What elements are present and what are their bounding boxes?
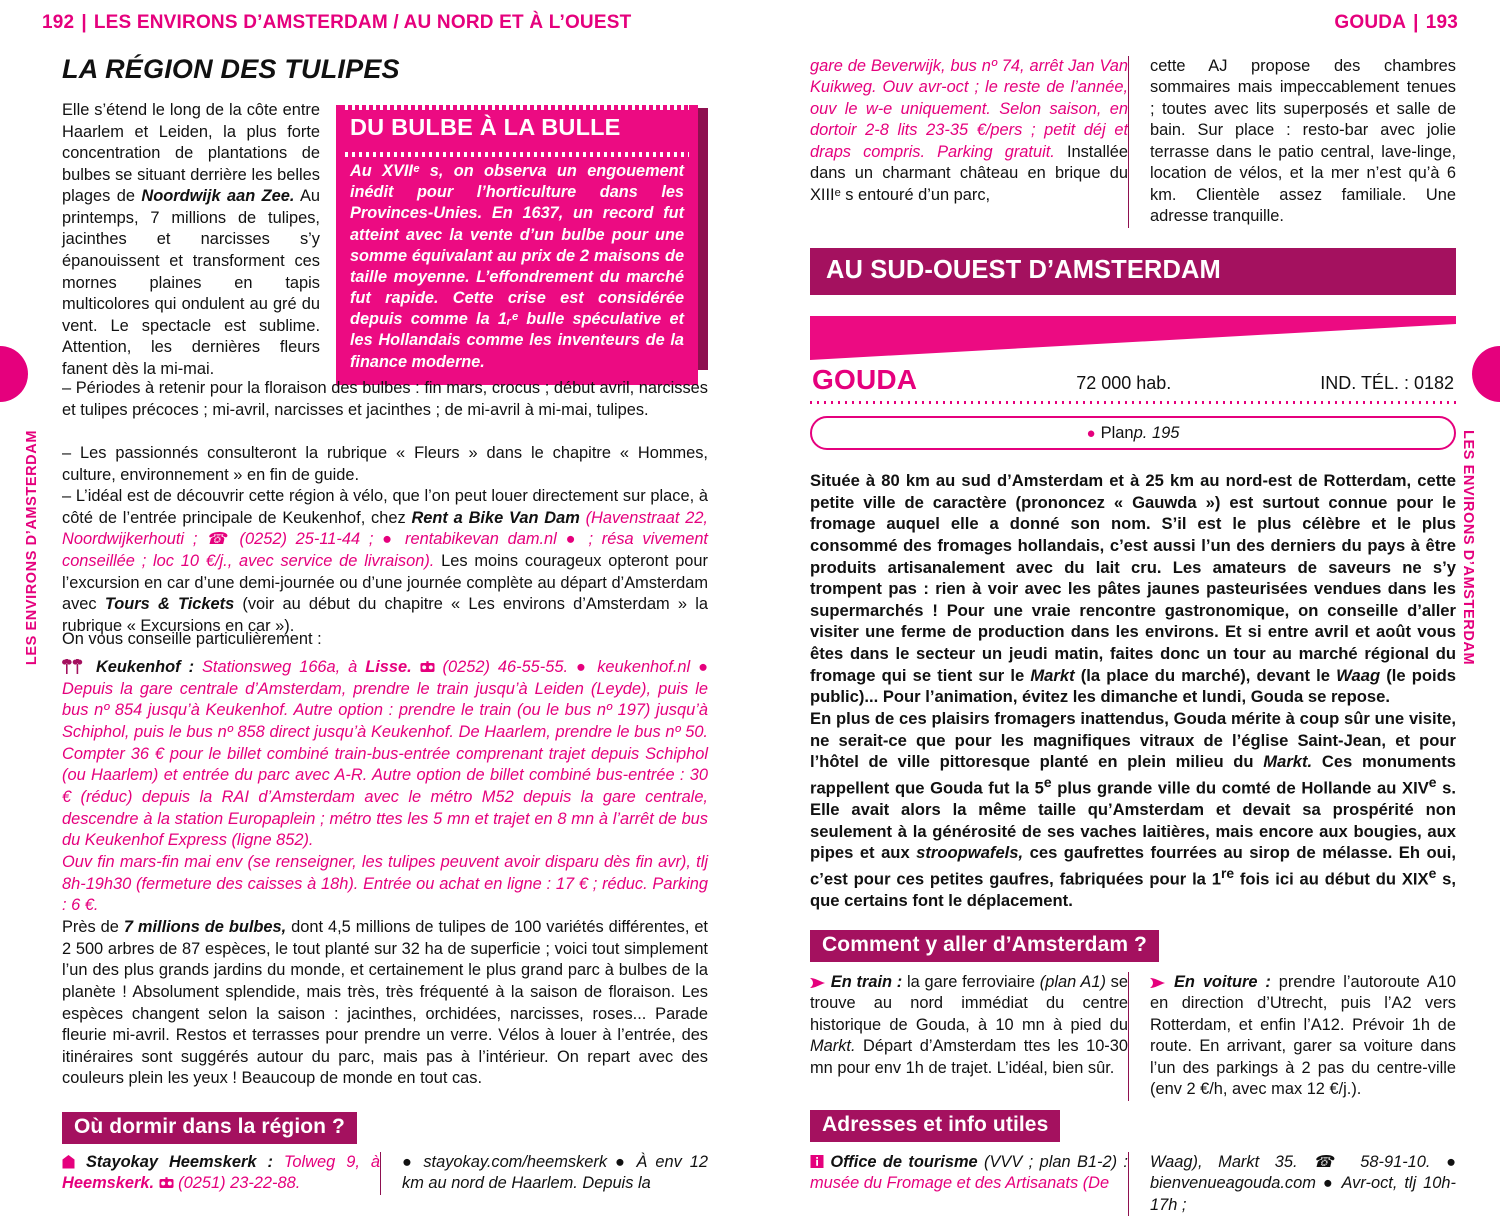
bike-shop-details: (Havenstraat 22, Noordwijkerhouti ; ☎ (0252) 25-11-44 ; ● rentabikevan dam.nl ● ; résa vivement conseillée ; loc 10 €/j., avec service de livraison). [62, 508, 708, 570]
bulb-box [336, 105, 698, 385]
sleep-section [62, 1112, 708, 1144]
stayokay-town: Heemskerk. [62, 1174, 155, 1193]
bulb-box-container [336, 98, 708, 385]
continuation-col-2: cette AJ propose des chambres sommaires mais impeccablement tenues ; toutes avec lits superposés et salle de bain. Sur place : resto-bar avec jolie terrasse dans le patio central, lave-linge, location de vélos, et la mer n’est qu’à 6 km. Clientèle assez familiale. Une adresse tranquille. [1150, 57, 1456, 226]
howto-train: En train : la gare ferroviaire (plan A1) se trouve au nord immédiat du centre historique de Gouda, à 10 mn à pied du Markt. Départ d’Amsterdam ttes les 10-30 mn pour env 1h de trajet. L’idéal, bien sûr. [810, 973, 1128, 1077]
keukenhof-town: Lisse. [365, 658, 412, 676]
phone-icon [159, 1175, 174, 1188]
running-head-left [42, 12, 631, 34]
keukenhof-description [62, 917, 708, 1090]
plan-bullet-icon: ● [1086, 424, 1096, 442]
stayokay-name: Stayokay Heemskerk : [86, 1153, 273, 1171]
running-head-title-left: LES ENVIRONS D’AMSTERDAM / AU NORD ET À L’OUEST [93, 12, 632, 33]
advice-line: On vous conseille particulièrement : [62, 630, 322, 648]
keukenhof-desc-pre: Près de [62, 917, 124, 936]
sleep-heading: Où dormir dans la région ? [62, 1112, 357, 1144]
bullet-bike-rental [62, 486, 708, 638]
bike-lead: – L’idéal est de découvrir cette région à vélo, que l’on peut louer directement sur place, à côté de l’entrée principale de Keukenhof, chez [62, 487, 708, 527]
column-divider [1128, 56, 1138, 228]
bullet-flowers-chapter: – Les passionnés consulteront la rubrique « Fleurs » dans le chapitre « Hommes, culture, environnement » en fin de guide. [62, 444, 708, 484]
bed-icon [62, 1154, 75, 1169]
howto-car-text: prendre l’autoroute A10 en direction d’Utrecht, puis l’A2 vers Rotterdam, et enfin l’A12. Prévoir 1h de route. En arrivant, garer sa voiture dans l’un des parkings à 2 pas du centre-ville (env 2 €/h, avec max 12 €/j.). [1150, 973, 1456, 1099]
tours-tickets-name: Tours & Tickets [104, 595, 235, 614]
city-header [810, 362, 1456, 450]
tourism-office-col-2: Waag), Markt 35. ☎ 58-91-10. ● bienvenueagouda.com ● Avr-oct, tlj 10h-17h ; [1150, 1153, 1456, 1214]
city-dotted-rule [810, 401, 1456, 404]
howto-train-label: En train : [830, 973, 903, 991]
listing-stayokay [62, 1152, 708, 1195]
keukenhof-phone-number: (0252) 46-55-55. [434, 658, 569, 676]
running-head-title-right: GOUDA [1334, 12, 1407, 33]
thumb-tab-right: LES ENVIRONS D’AMSTERDAM [1460, 430, 1476, 666]
thumb-tab-left: LES ENVIRONS D’AMSTERDAM [24, 430, 40, 666]
bullet-periods: – Périodes à retenir pour la floraison des bulbes : fin mars, crocus ; début avril, narcisses et tulipes précoces ; mi-avril, narcisses et jacinthes ; de mi-avril à mi-mai, tulipes. [62, 379, 708, 419]
city-name: GOUDA [812, 364, 918, 395]
howto-heading: Comment y aller d’Amsterdam ? [810, 930, 1159, 962]
keukenhof-phone [412, 658, 568, 676]
thumb-tab-dot-right [1472, 346, 1500, 402]
term-markt-2: Markt. [1263, 752, 1313, 772]
howto-section [810, 930, 1456, 962]
column-divider [1128, 972, 1138, 1101]
term-stroopwafels: stroopwafels, [916, 843, 1024, 863]
intro-paragraph: Elle s’étend le long de la côte entre Haarlem et Leiden, la plus forte concentration de plantations de bulbes se situant derrière les belles plages de Noordwijk aan Zee. Au printemps, 7 millions de tulipes, jacinthes et narcisses s’y épanouissent et transforment ces mornes plaines en tapis multicolores qui ondulent au gré du vent. Le spectacle est sublime. Attention, les dernières fleurs fanent dès la mi-mai. [62, 101, 321, 378]
region-heading: AU SUD-OUEST D’AMSTERDAM [810, 248, 1456, 295]
howto-car-label: En voiture : [1173, 973, 1271, 991]
arrow-icon [1150, 974, 1166, 986]
howto-car [1138, 972, 1456, 1101]
keukenhof-hours: Ouv fin mars-fin mai env (se renseigner, les tulipes peuvent avoir disparu dès fin avr), tlj 8h-19h30 (fermeture des caisses à 18h). Entrée ou achat en ligne : 17 € ; réduc. Parking : 6 €. [62, 852, 708, 915]
place-noordwijk: Noordwijk aan Zee. [141, 187, 295, 206]
gouda-intro-1: Située à 80 km au sud d’Amsterdam et à 25 km au nord-est de Rotterdam, cette petite ville de caractère (prononcez « Gauwda ») est surtout connue pour le fromage auquel elle a donné son nom. S’il est le plus célèbre et le plus consommé des fromages hollandais, c’est aussi l’un des derniers du pays à être produits artisanalement avec du lait cru. Les amateurs de saveurs ne s’y trompent pas : rien à voir avec les pâtes jaunes pasteurisées vendues dans les supermarchés ! Pour une vraie rencontre gastronomique, on conseille d’aller visiter une ferme de production dans les environs. Et si entre avril et août vous êtes dans le secteur un jeudi matin, faites donc un tour au marché régional du fromage qui se tient sur le Markt (la place du marché), devant le Waag (le poids public)... Pour l’animation, évitez les dimanche et lundi, Gouda se repose. En plus de ces plaisirs fromagers inattendus, Gouda mérite à coup sûr une visite, ne serait-ce que pour les magnifiques vitraux de l’église Saint-Jean, et pour l’hôtel de ville pittoresque planté en plein milieu du Markt. Ces monuments rappellent que Gouda fut la 5e plus grande ville du comté de Hollande au XIVe s. Elle avait alors la même taille qu’Amsterdam et devait sa prospérité non seulement à la générosité de ses vaches laitières, mais encore aux bougies, aux pipes et aux stroopwafels, ces gaufrettes fourrées au sirop de mélasse. Eh oui, c’est pour ces petites gaufres, fabriquées pour la 1re fois ici au début du XIXe s, que certains font le déplacement. [810, 471, 1457, 911]
phone-icon [420, 659, 435, 672]
plan-reference-box[interactable] [810, 416, 1456, 450]
term-waag: Waag [1336, 665, 1381, 685]
continuation-block [810, 56, 1456, 228]
bike-shop-name: Rent a Bike Van Dam [411, 508, 580, 527]
listing-keukenhof [62, 657, 708, 1090]
folio-number-left: 192 [42, 12, 75, 33]
keukenhof-bulb-count: 7 millions de bulbes, [123, 917, 287, 936]
keukenhof-web[interactable]: ● keukenhof.nl ● [568, 658, 708, 676]
chapter-title: LA RÉGION DES TULIPES [62, 54, 400, 84]
running-head-right [1334, 12, 1458, 34]
column-divider [380, 1152, 390, 1195]
plan-label: Plan [1100, 423, 1134, 442]
plan-page: p. 195 [1133, 423, 1180, 442]
tourism-office-detail: musée du Fromage et des Artisanats (De [810, 1174, 1110, 1193]
tourism-office-ref: (VVV ; plan B1-2) : [977, 1153, 1128, 1171]
bike-tail2: (voir au début du chapitre « Les environs d’Amsterdam » la rubrique « Excursions en car »). [62, 595, 708, 635]
term-markt-3: Markt. [810, 1037, 856, 1056]
right-page [750, 0, 1500, 1216]
bulb-box-text: Au XVIIᵉ s, on observa un engouement inédit pour l’horticulture dans les Provinces-Unies. En 1637, un record fut atteint avec la vente d’un bulbe pour une somme équivalant au prix de 2 maisons de taille moyenne. L’effondrement du marché fut rapide. Cette crise est considérée depuis comme la 1ᵣᵉ bulle spéculative et les Hollandais comme les inventeurs de la finance moderne. [350, 162, 684, 371]
plan-ref-a1: (plan A1) [1039, 973, 1106, 991]
folio-separator-left: | [81, 12, 87, 33]
thumb-tab-dot-left [0, 346, 28, 402]
term-markt: Markt [1030, 665, 1075, 685]
stayokay-col-1 [62, 1152, 380, 1195]
column-divider [1128, 1152, 1138, 1216]
keukenhof-desc-body: dont 4,5 millions de tulipes de 100 variétés différentes, et 2 500 arbres de 87 espèces, le tout planté sur 32 ha de superficie ; voici tout simplement l’un des plus grands jardins du monde, et certainement le plus grand parc à bulbes de la planète ! Absolument splendide, mais très, très fréquenté à la saison de floraison. Les espèces changent selon la saison : jacinthes, orchidées, narcisses, roses... Parade fleurie mi-avril. Restos et terrasses pour prendre un verre. Vélos à louer à l’entrée, des itinéraires sont suggérés autour du parc, mais pas à l’intérieur. On repart avec des couleurs plein les yeux ! Beaucoup de monde en tout cas. [62, 917, 708, 1088]
region-heading-wrap [810, 248, 1456, 295]
bulb-box-title: DU BULBE À LA BULLE [350, 114, 621, 140]
keukenhof-transport: Depuis la gare centrale d’Amsterdam, prendre le train jusqu’à Leiden (Leyde), puis le bus nº 854 jusqu’à Keukenhof. Autre option : prendre le train (ou le bus nº 197) jusqu’à Schiphol, puis le bus nº 858 direct jusqu’à Keukenhof. De Haarlem, prendre le bus nº 50. Compter 36 € pour le billet combiné train-bus-entrée comprenant trajet depuis Schiphol (ou Haarlem) et entrée du parc avec A-R. Autre option de billet combiné bus-entrée : 30 € (réduc) depuis la RAI d’Amsterdam avec le métro M52 depuis la gare centrale, descendre à la station Europaplein ; métro ttes les 5 mn et trajet en 8 mn à l’arrêt de bus du Keukenhof Express (ligne 852). [62, 679, 708, 850]
keukenhof-name: Keukenhof : [95, 658, 195, 676]
arrow-icon [810, 974, 826, 986]
keukenhof-address: Stationsweg 166a, à [194, 658, 366, 676]
folio-separator-right: | [1413, 12, 1419, 33]
gouda-intro-2: En plus de ces plaisirs fromagers inattendus, Gouda mérite à coup sûr une visite, ne serait-ce que pour les magnifiques vitraux de l’église Saint-Jean, et pour l’hôtel de ville pittoresque planté en plein milieu du Markt. Ces monuments rappellent que Gouda fut la 5e plus grande ville du comté de Hollande au XIVe s. Elle avait alors la même taille qu’Amsterdam et devait sa prospérité non seulement à la générosité de ses vaches laitières, mais encore aux bougies, aux pipes et aux stroopwafels, ces gaufrettes fourrées au sirop de mélasse. Eh oui, c’est pour ces petites gaufres, fabriquées pour la 1re fois ici au début du XIXe s, que certains font le déplacement. [810, 709, 1457, 911]
city-wedge [810, 316, 1456, 365]
tourism-office-col-1 [810, 1152, 1128, 1216]
info-icon [810, 1154, 824, 1169]
continuation-pink-text: gare de Beverwijk, bus nº 74, arrêt Jan Van Kuikweg. Ouv avr-oct ; le reste de l’année, ouv le w-e uniquement. Selon saison, en dortoir 2-8 lits 23-35 €/pers ; petit déj et draps compris. Parking gratuit. [810, 57, 1128, 161]
addresses-heading: Adresses et info utiles [810, 1110, 1060, 1142]
addresses-section [810, 1110, 1456, 1142]
bike-tail: Les moins courageux opteront pour l’excursion en car d’une demi-journée ou d’une journée complète au départ d’Amsterdam avec [62, 551, 708, 614]
listing-tourism-office [810, 1152, 1456, 1216]
city-population: 72 000 hab. [1076, 373, 1172, 393]
stayokay-address: Tolweg 9, à Heemskerk. (0251) 23-22-88. [62, 1153, 380, 1193]
tourism-office-name: Office de tourisme [830, 1153, 978, 1171]
howto-columns [810, 972, 1456, 1101]
flowers-icon [62, 659, 88, 674]
stayokay-col-2: ● stayokay.com/heemskerk ● À env 12 km au nord de Haarlem. Depuis la [402, 1153, 708, 1193]
folio-number-right: 193 [1425, 12, 1458, 33]
city-phone-code: IND. TÉL. : 0182 [1320, 373, 1454, 393]
continuation-black-text: Installée dans un charmant château en brique du XIIIᵉ s entouré d’un parc, [810, 142, 1128, 204]
continuation-col-1 [810, 56, 1128, 228]
